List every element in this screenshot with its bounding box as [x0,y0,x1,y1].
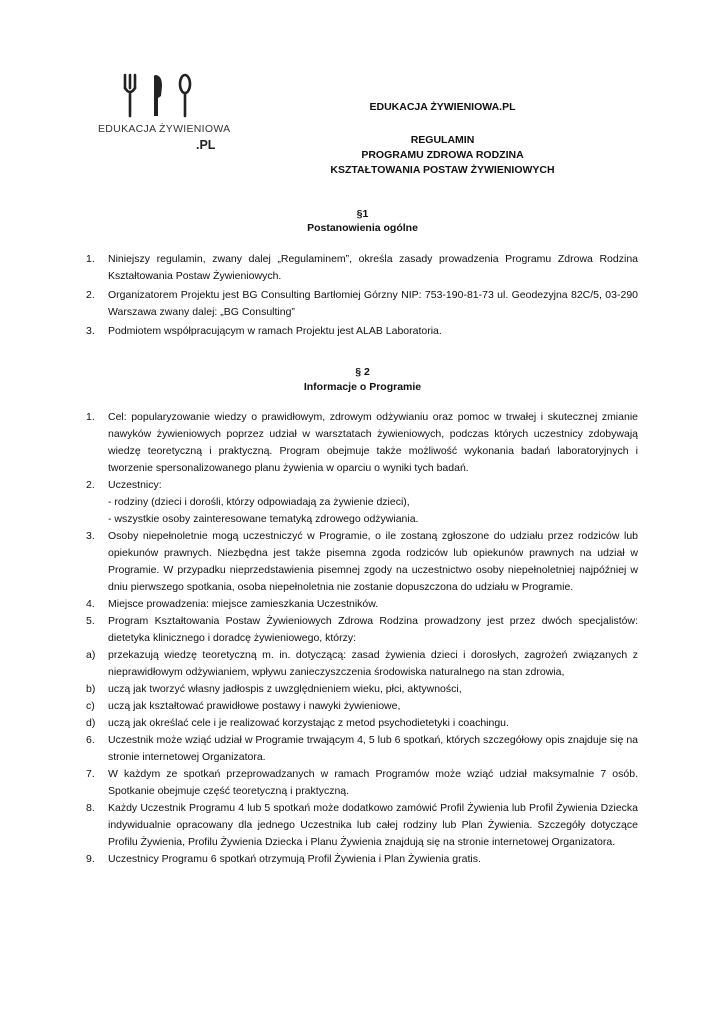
site-name: EDUKACJA ŻYWIENIOWA.PL [369,101,516,113]
item-number: 1. [86,411,95,423]
list-item [86,715,638,732]
item-text: Osoby niepełnoletnie mogą uczestniczyć w Programie, o ile zostaną zgłoszone do udziału przez rodziców lub opiekunów prawnych. Niezbędna jest także pisemna zgoda rodziców lub opiekunów prawnych na udział w Programie. W przypadku nieprzedstawienia pisemnej zgody na uczestnictwo osoby niepełnoletniej najpóźniej w dniu pierwszego spotkania, osoba niepełnoletnia nie zostanie dopuszczona do udziału w Programie. [108,530,638,593]
item-number: 9. [86,853,95,865]
item-letter: c) [86,700,95,712]
section1-list [86,251,638,340]
section2-list [86,409,638,868]
section1-title: Postanowienia ogólne [307,222,418,234]
list-item [86,766,638,800]
item-text: Program Kształtowania Postaw Żywieniowych Zdrowa Rodzina prowadzony jest przez dwóch specjalistów: dietetyka klinicznego i doradcę żywieniowego, którzy: [108,615,638,644]
logo-name: EDUKACJA ŻYWIENIOWA [98,123,231,135]
item-text: uczą jak tworzyć własny jadłospis z uwzględnieniem wieku, płci, aktywności, [108,683,462,695]
doc-title-line1: PROGRAMU ZDROWA RODZINA [361,149,524,161]
section1-number: §1 [356,208,369,220]
item-subline: - wszystkie osoby zainteresowane tematyką zdrowego odżywiania. [108,513,419,525]
list-item [86,528,638,596]
item-number: 4. [86,598,95,610]
list-item [86,323,638,340]
item-letter: d) [86,717,96,729]
list-item [86,800,638,851]
list-item [86,698,638,715]
item-number: 2. [86,289,95,301]
list-item [86,477,638,528]
list-item [86,251,638,285]
list-item [86,681,638,698]
item-number: 7. [86,768,95,780]
list-item [86,596,638,613]
item-number: 5. [86,615,95,627]
item-number: 3. [86,530,95,542]
item-text: Miejsce prowadzenia: miejsce zamieszkania Uczestników. [108,598,379,610]
item-subline: - rodziny (dzieci i dorośli, którzy odpowiadają za żywienie dzieci), [108,496,410,508]
list-item [86,409,638,477]
item-number: 2. [86,479,95,491]
item-number: 3. [86,325,95,337]
item-number: 1. [86,253,95,265]
item-text: Niniejszy regulamin, zwany dalej „Regulaminem”, określa zasady prowadzenia Programu Zdrowa Rodzina Kształtowania Postaw Żywieniowych. [108,253,638,282]
logo [98,72,231,152]
item-letter: b) [86,683,96,695]
item-text: Podmiotem współpracującym w ramach Projektu jest ALAB Laboratoria. [108,325,442,337]
doc-title-line2: KSZTAŁTOWANIA POSTAW ŻYWIENIOWYCH [330,164,555,176]
item-number: 6. [86,734,95,746]
list-item [86,613,638,647]
item-number: 8. [86,802,95,814]
section2-number: § 2 [355,366,370,378]
item-text: W każdym ze spotkań przeprowadzanych w ramach Programów może wziąć udział maksymalnie 7 osób. Spotkanie obejmuje część teoretyczną i praktyczną. [108,768,638,797]
item-text: Cel: popularyzowanie wiedzy o prawidłowym, zdrowym odżywianiu oraz pomoc w trwałej i skutecznej zmianie nawyków żywieniowych poprzez udział w warsztatach żywieniowych, podczas których uczestnicy zdobywają wiedzę teoretyczną i praktyczną. Program obejmuje także możliwość wykonania badań laboratoryjnych i tworzenie spersonalizowanego planu żywienia w oparciu o wyniki tych badań. [108,411,638,474]
item-text: Uczestnicy: [108,479,162,491]
section2-title: Informacje o Programie [303,381,422,393]
list-item [86,851,638,868]
item-text: uczą jak kształtować prawidłowe postawy i nawyki żywieniowe, [108,700,401,712]
list-item [86,287,638,321]
item-text: Każdy Uczestnik Programu 4 lub 5 spotkań może dodatkowo zamówić Profil Żywienia lub Profil Żywienia Dziecka indywidualnie opracowany dla jednego Uczestnika lub całej rodziny lub Plan Żywienia. Szczegóły dotyczące Profilu Żywienia, Profilu Żywienia Dziecka i Planu Żywienia znajdują się na stronie internetowej Organizatora. [108,802,638,848]
item-letter: a) [86,649,96,661]
item-text: Uczestnicy Programu 6 spotkań otrzymują Profil Żywienia i Plan Żywienia gratis. [108,853,481,865]
item-text: uczą jak określać cele i je realizować korzystając z metod psychodietetyki i coachingu. [108,717,509,729]
cutlery-icon [98,72,198,122]
item-text: Uczestnik może wziąć udział w Programie trwającym 4, 5 lub 6 spotkań, których szczegółowy opis znajduje się na stronie internetowej Organizatora. [108,734,638,763]
list-item [86,647,638,681]
doc-type: REGULAMIN [410,134,475,146]
list-item [86,732,638,766]
item-text: Organizatorem Projektu jest BG Consulting Bartłomiej Górzny NIP: 753-190-81-73 ul. Geodezyjna 82C/5, 03-290 Warszawa zwany dalej: „BG Consulting” [108,289,638,318]
logo-domain: .PL [196,138,216,152]
item-text: przekazują wiedzę teoretyczną m. in. dotyczącą: zasad żywienia dzieci i dorosłych, zagrożeń związanych z nieprawidłowym odżywianiem, wpływu zanieczyszczenia środowiska naturalnego na stan zdrowia, [108,649,638,678]
